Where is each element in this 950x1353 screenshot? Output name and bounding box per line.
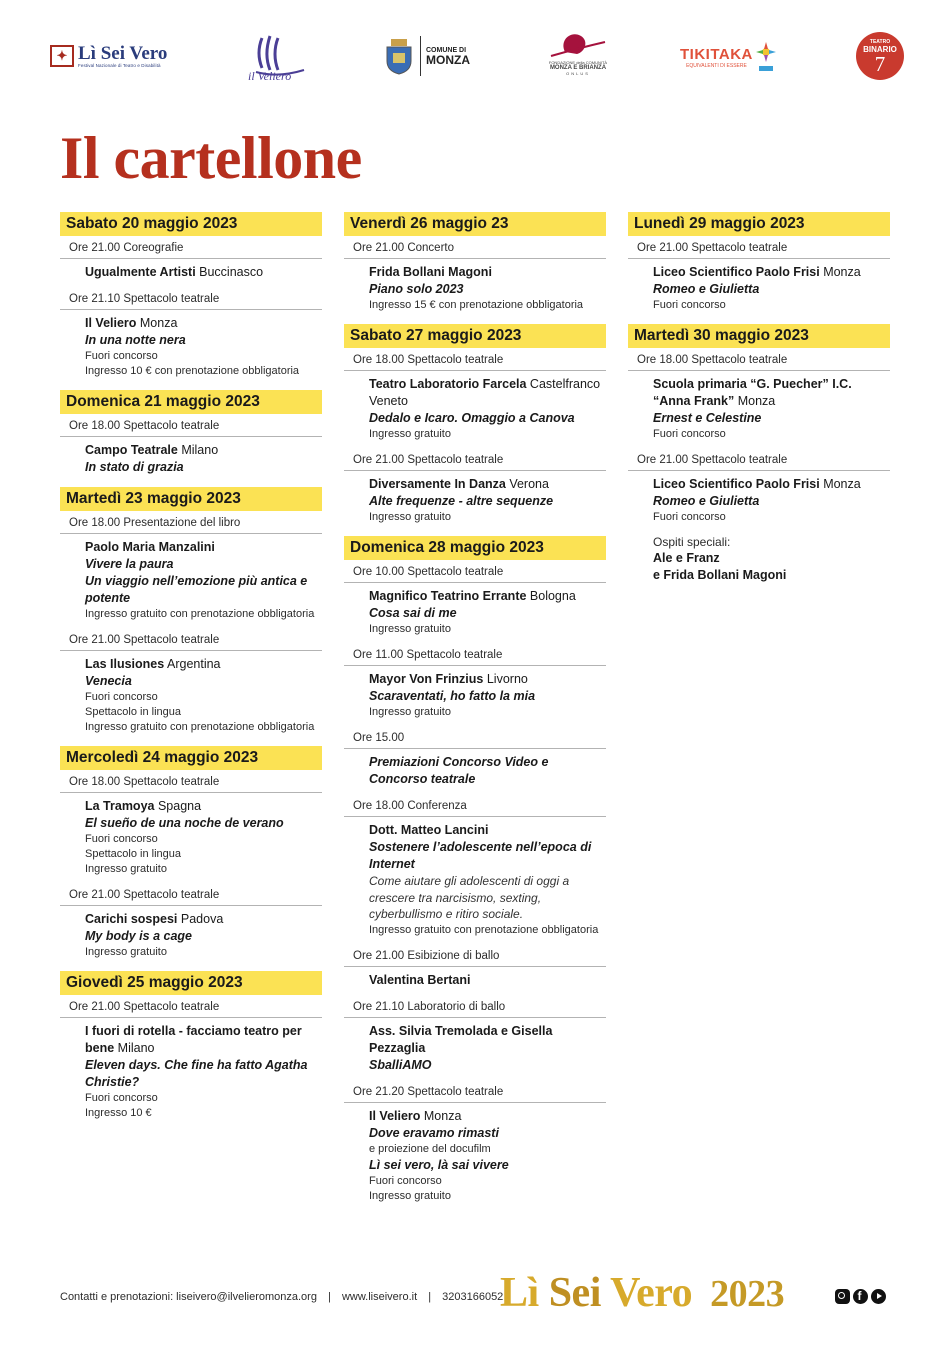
performer-place: Argentina bbox=[164, 657, 221, 671]
event-time: Ore 21.00 Spettacolo teatrale bbox=[344, 453, 606, 471]
brand-word-2: Sei bbox=[548, 1270, 601, 1316]
tikitaka-logo-sub: EQUIVALENTI DI ESSERE bbox=[686, 62, 747, 69]
day-block bbox=[60, 390, 322, 476]
performer-name: Scuola primaria “G. Puecher” I.C. “Anna Frank” bbox=[653, 377, 852, 408]
performer-name: Teatro Laboratorio Farcela bbox=[369, 377, 527, 391]
special-guests bbox=[628, 534, 890, 584]
performer-name: Ugualmente Artisti bbox=[85, 265, 196, 279]
event-time: Ore 21.00 Spettacolo teatrale bbox=[628, 453, 890, 471]
binario7-logo-line1: TEATRO bbox=[869, 38, 891, 45]
performer bbox=[369, 671, 602, 688]
event-details bbox=[344, 1023, 606, 1074]
show-title: SballiAMO bbox=[369, 1057, 432, 1072]
performer-name: Liceo Scientifico Paolo Frisi bbox=[653, 265, 820, 279]
show-title: Ernest e Celestine bbox=[653, 411, 762, 425]
day-heading: Sabato 20 maggio 2023 bbox=[60, 212, 322, 236]
fondazione-logo-line3: ONLUS bbox=[566, 71, 590, 76]
event bbox=[344, 949, 606, 989]
tikitaka-logo bbox=[680, 40, 779, 74]
day-heading: Martedì 30 maggio 2023 bbox=[628, 324, 890, 348]
instagram-icon[interactable] bbox=[835, 1289, 850, 1304]
performer-name: Paolo Maria Manzalini bbox=[85, 540, 215, 554]
show-title: Piano solo 2023 bbox=[369, 282, 464, 296]
veliero-logo-name: il Veliero bbox=[248, 69, 292, 83]
event-time: Ore 18.00 Conferenza bbox=[344, 799, 606, 817]
event-details bbox=[60, 1023, 322, 1121]
show-title: Alte frequenze - altre sequenze bbox=[369, 494, 554, 508]
event bbox=[628, 353, 890, 442]
day-heading: Lunedì 29 maggio 2023 bbox=[628, 212, 890, 236]
show-title: Cosa sai di me bbox=[369, 606, 457, 620]
performer-name: Il Veliero bbox=[369, 1108, 421, 1123]
event-note: Ingresso gratuito con prenotazione obbligatoria bbox=[85, 608, 315, 620]
footer-separator: | bbox=[428, 1291, 432, 1303]
show-title: El sueño de una noche de verano bbox=[85, 816, 284, 830]
show-title: Premiazioni Concorso Video e Concorso teatrale bbox=[369, 755, 549, 786]
performer bbox=[653, 264, 886, 281]
show-title: Romeo e Giulietta bbox=[653, 494, 760, 508]
fondazione-mark-icon bbox=[549, 30, 607, 58]
lisevero-logo bbox=[50, 44, 167, 68]
show-title: In una notte nera bbox=[85, 333, 186, 347]
event bbox=[344, 453, 606, 525]
event-note: Fuori concorso bbox=[653, 511, 726, 523]
performer bbox=[85, 315, 318, 332]
performer-name: Il Veliero bbox=[85, 316, 137, 330]
day-heading: Domenica 21 maggio 2023 bbox=[60, 390, 322, 414]
footer-website-link[interactable]: www.liseivero.it bbox=[341, 1291, 418, 1303]
performer bbox=[85, 539, 318, 556]
performer-place: Padova bbox=[177, 912, 224, 926]
performer bbox=[85, 656, 318, 673]
event bbox=[344, 1085, 606, 1204]
performer-name: I fuori di rotella - facciamo teatro per bene bbox=[85, 1024, 302, 1055]
event-details bbox=[344, 754, 606, 788]
event-note: Ingresso 10 € bbox=[85, 1107, 152, 1119]
performer-name: Diversamente In Danza bbox=[369, 477, 506, 491]
day-block bbox=[60, 746, 322, 960]
event-time: Ore 18.00 Spettacolo teatrale bbox=[60, 775, 322, 793]
performer bbox=[369, 1023, 602, 1057]
show-title: Dedalo e Icaro. Omaggio a Canova bbox=[369, 411, 575, 425]
event-time: Ore 10.00 Spettacolo teatrale bbox=[344, 565, 606, 583]
event-time: Ore 21.00 Esibizione di ballo bbox=[344, 949, 606, 967]
event-details bbox=[60, 656, 322, 735]
event bbox=[60, 1000, 322, 1121]
performer-name: Frida Bollani Magoni bbox=[369, 265, 492, 279]
event-details bbox=[60, 442, 322, 476]
fondazione-logo bbox=[546, 30, 610, 76]
event-time: Ore 21.10 Spettacolo teatrale bbox=[60, 292, 322, 310]
day-block bbox=[344, 212, 606, 313]
fondazione-logo-line1: FONDAZIONE della COMUNITÀ bbox=[548, 60, 608, 65]
event bbox=[60, 775, 322, 877]
event-time: Ore 18.00 Spettacolo teatrale bbox=[628, 353, 890, 371]
performer-name: Ass. Silvia Tremolada e Gisella Pezzaglia bbox=[369, 1023, 553, 1055]
binario7-logo bbox=[856, 32, 904, 80]
monza-logo bbox=[384, 36, 470, 76]
performer-place: Spagna bbox=[154, 799, 202, 813]
footer-contact-email[interactable]: Contatti e prenotazioni: liseivero@ilvelieromonza.org bbox=[60, 1291, 317, 1303]
show-title: In stato di grazia bbox=[85, 460, 184, 474]
performer-place: Milano bbox=[114, 1041, 155, 1055]
monza-logo-divider bbox=[420, 36, 421, 76]
event-time: Ore 11.00 Spettacolo teatrale bbox=[344, 648, 606, 666]
footer-separator: | bbox=[328, 1291, 331, 1303]
event bbox=[344, 1000, 606, 1074]
event-note: Fuori concorso bbox=[85, 833, 158, 845]
show-title: Vivere la paura bbox=[85, 557, 174, 571]
day-block bbox=[628, 324, 890, 525]
event bbox=[60, 888, 322, 960]
event-details bbox=[344, 671, 606, 720]
event bbox=[344, 648, 606, 720]
performer-place: Milano bbox=[177, 443, 219, 457]
event-time: Ore 18.00 Presentazione del libro bbox=[60, 516, 322, 534]
veliero-logo bbox=[248, 28, 310, 86]
special-guests-line2: e Frida Bollani Magoni bbox=[653, 568, 787, 582]
event-note: Ingresso 15 € con prenotazione obbligatoria bbox=[369, 299, 584, 311]
event-note: Fuori concorso bbox=[369, 1174, 442, 1187]
event-note: Ingresso gratuito bbox=[85, 946, 167, 958]
event-note: Ingresso gratuito bbox=[369, 706, 451, 718]
brand-word-1: Lì bbox=[500, 1270, 539, 1316]
page-title: Il cartellone bbox=[60, 125, 362, 191]
event-time: Ore 15.00 bbox=[344, 731, 606, 749]
lisevero-logo-sub: Festival Nazionale di Teatro e Disabilità bbox=[78, 63, 161, 68]
performer-place: Castelfranco Veneto bbox=[369, 377, 601, 408]
show-title: Scaraventati, ho fatto la mia bbox=[369, 689, 536, 703]
event bbox=[628, 453, 890, 525]
performer bbox=[653, 376, 886, 410]
monza-crest-icon bbox=[384, 37, 414, 75]
day-heading: Martedì 23 maggio 2023 bbox=[60, 487, 322, 511]
performer-place: Monza bbox=[819, 265, 861, 279]
event-note: Fuori concorso bbox=[85, 691, 158, 703]
performer bbox=[85, 798, 318, 815]
performer-place: Monza bbox=[819, 477, 861, 491]
performer-name: Dott. Matteo Lancini bbox=[369, 823, 489, 837]
day-heading: Sabato 27 maggio 2023 bbox=[344, 324, 606, 348]
performer-place: Monza bbox=[734, 394, 776, 408]
fondazione-logo-line2: MONZA E BRIANZA bbox=[549, 65, 607, 71]
event-note: Fuori concorso bbox=[653, 299, 726, 311]
show-title: Un viaggio nell’emozione più antica e potente bbox=[85, 574, 308, 605]
performer bbox=[369, 476, 602, 493]
event-details bbox=[60, 798, 322, 877]
day-heading: Giovedì 25 maggio 2023 bbox=[60, 971, 322, 995]
performer-place: Buccinasco bbox=[195, 265, 264, 279]
performer bbox=[85, 1023, 318, 1057]
event-details bbox=[628, 476, 890, 525]
event bbox=[60, 633, 322, 735]
show-title: Sostenere l’adolescente nell’epoca di Internet bbox=[369, 840, 592, 871]
show-title: Dove eravamo rimasti bbox=[369, 1125, 499, 1140]
performer-name: Magnifico Teatrino Errante bbox=[369, 589, 527, 603]
performer bbox=[369, 376, 602, 410]
event-note: Ingresso gratuito bbox=[369, 428, 451, 440]
event-note: Fuori concorso bbox=[653, 428, 726, 440]
performer-name: Campo Teatrale bbox=[85, 443, 178, 457]
event-note: Fuori concorso bbox=[85, 1092, 158, 1104]
special-guests-label: Ospiti speciali: bbox=[653, 535, 731, 549]
day-heading: Mercoledì 24 maggio 2023 bbox=[60, 746, 322, 770]
performer-place: Livorno bbox=[483, 672, 528, 686]
event bbox=[60, 292, 322, 379]
show-title: My body is a cage bbox=[85, 929, 192, 943]
event-note: Ingresso gratuito con prenotazione obbligatoria bbox=[369, 923, 599, 936]
event-time: Ore 21.10 Laboratorio di ballo bbox=[344, 1000, 606, 1018]
performer bbox=[369, 588, 602, 605]
social-icons bbox=[835, 1289, 889, 1304]
day-block bbox=[60, 971, 322, 1121]
partner-logos bbox=[50, 30, 910, 90]
event-time: Ore 21.00 Spettacolo teatrale bbox=[60, 1000, 322, 1018]
tikitaka-flower-icon bbox=[753, 40, 779, 74]
performer bbox=[653, 476, 886, 493]
event-note: e proiezione del docufilm bbox=[369, 1142, 491, 1155]
performer bbox=[85, 442, 318, 459]
performer-place: Verona bbox=[505, 477, 549, 491]
event-time: Ore 21.00 Concerto bbox=[344, 241, 606, 259]
event-description: Come aiutare gli adolescenti di oggi a crescere tra narcisismo, sexting, cyberbullismo e ritiro sociale. bbox=[369, 874, 570, 921]
event-note: Spettacolo in lingua bbox=[85, 706, 182, 718]
lisevero-logo-name: Lì Sei Vero bbox=[78, 43, 168, 64]
event-time: Ore 18.00 Spettacolo teatrale bbox=[344, 353, 606, 371]
event-details bbox=[60, 911, 322, 960]
event bbox=[344, 565, 606, 637]
event-note: Ingresso gratuito bbox=[85, 863, 167, 875]
event-note: Ingresso gratuito bbox=[369, 1189, 451, 1202]
event-note: Ingresso gratuito bbox=[369, 511, 451, 523]
event-details bbox=[344, 476, 606, 525]
event bbox=[344, 353, 606, 442]
event-time: Ore 21.20 Spettacolo teatrale bbox=[344, 1085, 606, 1103]
lisevero-mark-icon: ✦ bbox=[50, 45, 74, 67]
day-block bbox=[60, 212, 322, 379]
day-heading: Venerdì 26 maggio 23 bbox=[344, 212, 606, 236]
special-guests-line1: Ale e Franz bbox=[653, 551, 720, 565]
event-time: Ore 21.00 Coreografie bbox=[60, 241, 322, 259]
day-block bbox=[344, 324, 606, 525]
performer bbox=[85, 911, 318, 928]
event-details bbox=[344, 264, 606, 313]
schedule-column-3 bbox=[628, 212, 890, 584]
show-title: Venecia bbox=[85, 674, 132, 688]
show-title: Lì sei vero, là sai vivere bbox=[369, 1157, 509, 1172]
performer-name: Las Ilusiones bbox=[85, 657, 165, 671]
day-block bbox=[628, 212, 890, 313]
monza-logo-line1: COMUNE DI bbox=[426, 46, 467, 54]
show-title: Eleven days. Che fine ha fatto Agatha Christie? bbox=[85, 1058, 308, 1089]
event-details bbox=[344, 376, 606, 442]
event-details bbox=[344, 822, 606, 938]
event-details bbox=[344, 972, 606, 989]
performer-name: Valentina Bertani bbox=[369, 972, 471, 987]
day-block bbox=[60, 487, 322, 735]
event bbox=[628, 241, 890, 313]
youtube-icon[interactable] bbox=[871, 1289, 886, 1304]
footer-phone: 3203166052 bbox=[442, 1291, 504, 1303]
event-details bbox=[60, 264, 322, 281]
tikitaka-logo-name: TIKITAKA bbox=[680, 45, 753, 63]
brand-year: 2023 bbox=[710, 1273, 785, 1315]
event-time: Ore 21.00 Spettacolo teatrale bbox=[60, 633, 322, 651]
footer-contacts bbox=[60, 1291, 503, 1303]
performer-name: La Tramoya bbox=[85, 799, 155, 813]
binario7-logo-line3: 7 bbox=[874, 51, 886, 76]
schedule-column-2 bbox=[344, 212, 606, 1215]
event bbox=[344, 731, 606, 788]
performer bbox=[85, 264, 318, 281]
event-note: Ingresso gratuito bbox=[369, 623, 451, 635]
performer bbox=[369, 264, 602, 281]
performer-place: Bologna bbox=[526, 589, 576, 603]
performer-name: Mayor Von Frinzius bbox=[369, 672, 484, 686]
schedule-column-1 bbox=[60, 212, 322, 1132]
event-details bbox=[344, 588, 606, 637]
event bbox=[344, 799, 606, 938]
day-block bbox=[344, 536, 606, 1204]
day-heading: Domenica 28 maggio 2023 bbox=[344, 536, 606, 560]
event-details bbox=[60, 315, 322, 379]
performer-place: Monza bbox=[136, 316, 178, 330]
event-details bbox=[60, 539, 322, 622]
show-title: Romeo e Giulietta bbox=[653, 282, 760, 296]
facebook-icon[interactable] bbox=[853, 1289, 868, 1304]
binario7-logo-line2: BINARIO bbox=[863, 44, 897, 54]
monza-logo-line2: MONZA bbox=[426, 52, 470, 67]
event-details bbox=[628, 264, 890, 313]
performer bbox=[369, 822, 602, 839]
performer-place: Monza bbox=[420, 1108, 462, 1123]
event-note: Ingresso 10 € con prenotazione obbligatoria bbox=[85, 365, 300, 377]
brand-word-3: Vero bbox=[610, 1270, 693, 1316]
festival-brand bbox=[500, 1268, 784, 1319]
performer bbox=[369, 972, 602, 989]
event-note: Ingresso gratuito con prenotazione obbligatoria bbox=[85, 721, 315, 733]
event-note: Spettacolo in lingua bbox=[85, 848, 182, 860]
event bbox=[344, 241, 606, 313]
event bbox=[60, 516, 322, 622]
performer-name: Liceo Scientifico Paolo Frisi bbox=[653, 477, 820, 491]
event-details bbox=[628, 376, 890, 442]
performer bbox=[369, 1108, 602, 1125]
event bbox=[60, 241, 322, 281]
event-note: Fuori concorso bbox=[85, 350, 158, 362]
event-time: Ore 18.00 Spettacolo teatrale bbox=[60, 419, 322, 437]
event-time: Ore 21.00 Spettacolo teatrale bbox=[60, 888, 322, 906]
event-details bbox=[344, 1108, 606, 1204]
event bbox=[60, 419, 322, 476]
event-time: Ore 21.00 Spettacolo teatrale bbox=[628, 241, 890, 259]
performer-name: Carichi sospesi bbox=[85, 912, 178, 926]
